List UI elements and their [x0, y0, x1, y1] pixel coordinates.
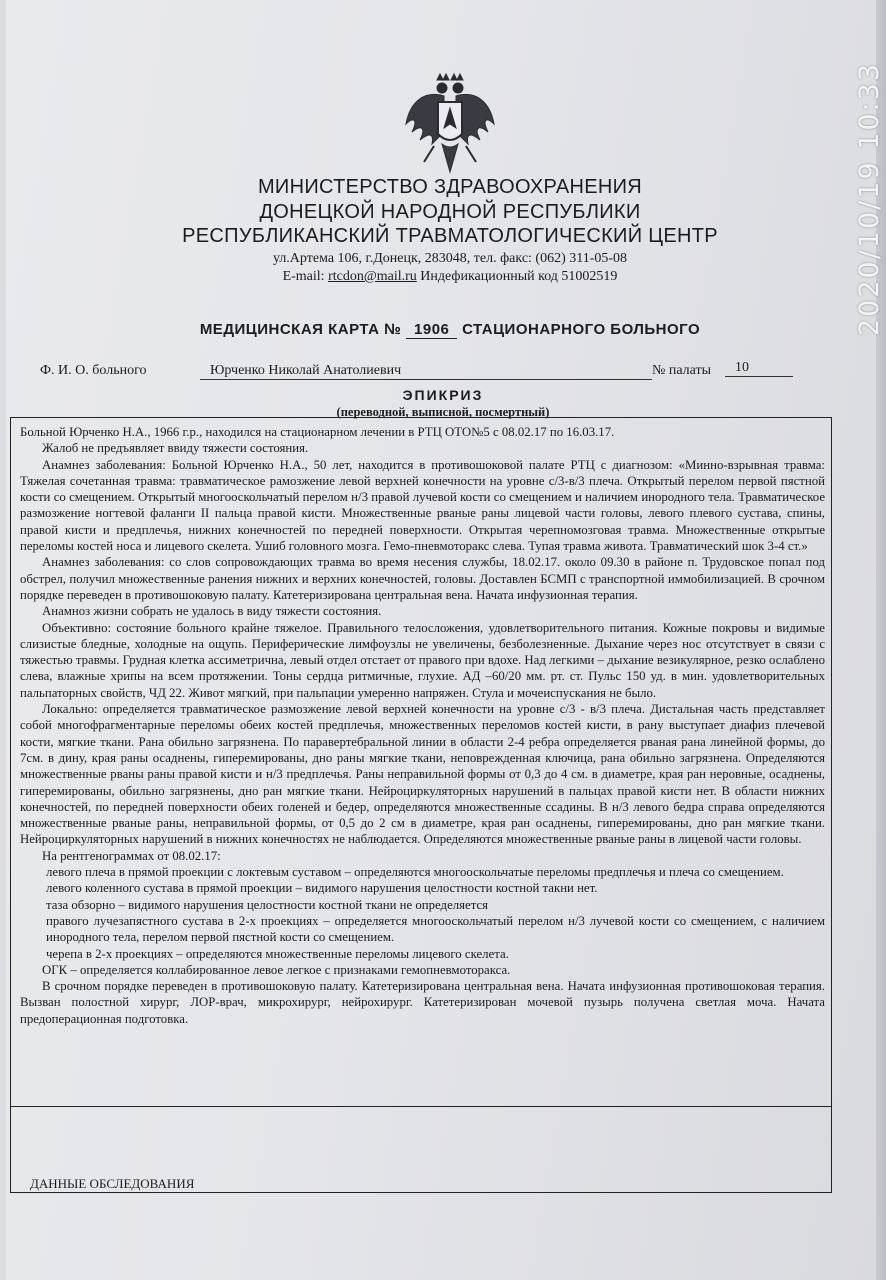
xray-item: таза обзорно – видимого нарушения целостности костной ткани не определяется	[46, 897, 489, 912]
examination-data-label: ДАННЫЕ ОБСЛЕДОВАНИЯ	[30, 1176, 195, 1191]
datetime-stamp: 2020/10/19 10:33	[854, 61, 885, 336]
ward-label: № палаты	[652, 363, 712, 378]
paragraph: В срочном порядке переведен в противошоковую палату. Катетеризирована центральная вена. Начата инфузионная противошоковая терапия. Вызван полостной хирург, ЛОР-врач, микрохирург, нейрохирург. Катетеризирован мочевой пузырь получена светлая моча. Начата предоперационная подготовка.	[20, 979, 825, 1026]
xray-item: левого плеча в прямой проекции с локтевым суставом – определяются многооскольчатые переломы предплечья и плеча со смещением.	[46, 865, 784, 880]
paragraph: Объективно: состояние больного крайне тяжелое. Правильного телосложения, удовлетворительного питания. Кожные покровы и видимые слизистые бледные, холодные на ощупь. Периферические лимфоузлы не увеличены, безболезненные. Дыхание через нос отсутствует в связи с тяжестью травмы. Грудная клетка ассиметрична, левый отдел отстает от правого при вдохе. Над легкими – дыхание везикулярное, резко ослаблено слева, влажные хрипы на всем протяжении. Тоны сердца ритмичные, глухие. АД –60/20 мм. рт. ст. Пульс 150 уд. в мин. удовлетворительных пальпаторных свойств, ЧД 22. Живот мягкий, при пальпации умеренно напряжен. Стула и мочеиспускания не было.	[20, 620, 825, 700]
epicrisis-body	[20, 424, 825, 1027]
fio-value: Юрченко Николай Анатолиевич	[200, 363, 652, 380]
contact-line	[200, 269, 700, 285]
center-title: РЕСПУБЛИКАНСКИЙ ТРАВМАТОЛОГИЧЕСКИЙ ЦЕНТР	[182, 225, 718, 247]
card-title-left: МЕДИЦИНСКАЯ КАРТА №	[199, 321, 402, 338]
xray-item: правого лучезапястного сустава в 2-х проекциях – определяется многооскольчатый перелом н/3 лучевой кости со смещением, с наличием инородного тела, перелом первой пястной кости со смещением.	[46, 913, 825, 945]
address-line: ул.Артема 106, г.Донецк, 283048, тел. факс: (062) 311-05-08	[272, 251, 628, 266]
frame-divider	[11, 1106, 831, 1107]
epicrisis-title: ЭПИКРИЗ	[402, 387, 484, 403]
card-title-right: СТАЦИОНАРНОГО БОЛЬНОГО	[462, 321, 701, 338]
xray-item: черепа в 2-х проекциях – определяются множественные переломы лицевого скелета.	[46, 946, 509, 961]
paragraph: ОГК – определяется коллабированное левое легкое с признаками гемопневмоторакса.	[42, 962, 511, 977]
xray-item: левого коленного сустава в прямой проекции – видимого нарушения целостности костной такни нет.	[46, 881, 598, 896]
email-label: E-mail:	[282, 269, 325, 284]
fio-label: Ф. И. О. больного	[40, 363, 147, 378]
ward-value: 10	[725, 360, 793, 377]
coat-of-arms-emblem	[404, 72, 496, 174]
paragraph: Анамноз жизни собрать не удалось в виду тяжести состояния.	[42, 604, 382, 619]
paragraph: На рентгенограммах от 08.02.17:	[42, 848, 221, 863]
epicrisis-subtitle: (переводной, выписной, посмертный)	[336, 405, 550, 419]
paragraph: Локально: определяется травматическое размозжение левой верхней конечности на уровне с/3 - в/3 плеча. Дистальная часть представляет собой многофрагментарные переломы обеих костей предплечья, множественных переломов костей кисти, в рану выступает диафиз плечевой кости, мягкие ткани. Рана обильно загрязнена. По паравертебральной линии в области 2-4 ребра определяется рваная рана линейной формы, до 7см. в дину, края раны осаднены, гиперемированы, дно раны мягкие ткани, неповрежденная ключица, рана обильно загрязнена. Определяются множественные рваны раны правой кисти и н/3 предплечья. Раны неправильной формы от 0,3 до 4 см. в диаметре, края ран неровные, осаднены, гиперемированы, обильно загрязнены, дно ран мягкие ткани. Нейроциркуляторных нарушений в пальцах правой кисти нет. В области нижних конечностей, по передней поверхности обеих голеней и бедер, определяются множественные ссадины. В н/3 левого бедра справа определяются множественные рваные раны, неправильной формы, от 0,5 до 2 см в диаметре, края ран осаднены, гиперемированы, дно ран мягкие ткани. Нейроциркуляторных нарушений в нижних конечностях не наблюдается. Определяются множественные рваные раны в лицевой части головы.	[20, 702, 825, 847]
paragraph: Больной Юрченко Н.А., 1966 г.р., находился на стационарном лечении в РТЦ ОТО№5 с 08.02.17 по 16.03.17.	[20, 425, 615, 439]
card-title	[150, 321, 750, 339]
email-link[interactable]: rtcdon@mail.ru	[328, 269, 417, 284]
paragraph: Анамнез заболевания: со слов сопровождающих травма во время несения службы, 18.02.17. около 09.30 в районе п. Трудовское попал под обстрел, получил множественные ранения нижних и верхних конечностей, головы. Доставлен БСМП с транспортной иммобилизацией. В срочном порядке переведен в противошоковую палату. Катетеризирована центральная вена. Начата инфузионная терапия.	[20, 555, 825, 602]
republic-title: ДОНЕЦКОЙ НАРОДНОЙ РЕСПУБЛИКИ	[259, 201, 641, 223]
paragraph: Жалоб не предъявляет ввиду тяжести состояния.	[42, 441, 309, 456]
id-code: Индефикационный код 51002519	[420, 269, 618, 284]
paragraph: Анамнез заболевания: Больной Юрченко Н.А., 50 лет, находится в противошоковой палате РТЦ с диагнозом: «Минно-взрывная травма: Тяжелая сочетанная травма: травматическое рамозжение левой верхней конечности на уровне с/3-в/3 плеча. Открытый перелом первой пястной кости со смещением. Открытый многооскольчатый перелом н/3 правой лучевой кости со смещением и наличием инородного тела. Травматическое размозжение ногтевой фаланги II пальца правой кисти. Множественные рваные раны лицевой части головы, левого плевого сустава, спины, правой кисти и предплечья, нижних конечностей по передней поверхности. Открытая черепномозговая травма. Множественные открытые переломы костей носа и лицевого скелета. Ушиб головного мозга. Гемо-пневмоторакс слева. Тупая травма живота. Травматический шок 3-4 ст.»	[20, 457, 825, 554]
card-number: 1906	[406, 321, 457, 339]
ministry-title: МИНИСТЕРСТВО ЗДРАВООХРАНЕНИЯ	[257, 176, 643, 198]
